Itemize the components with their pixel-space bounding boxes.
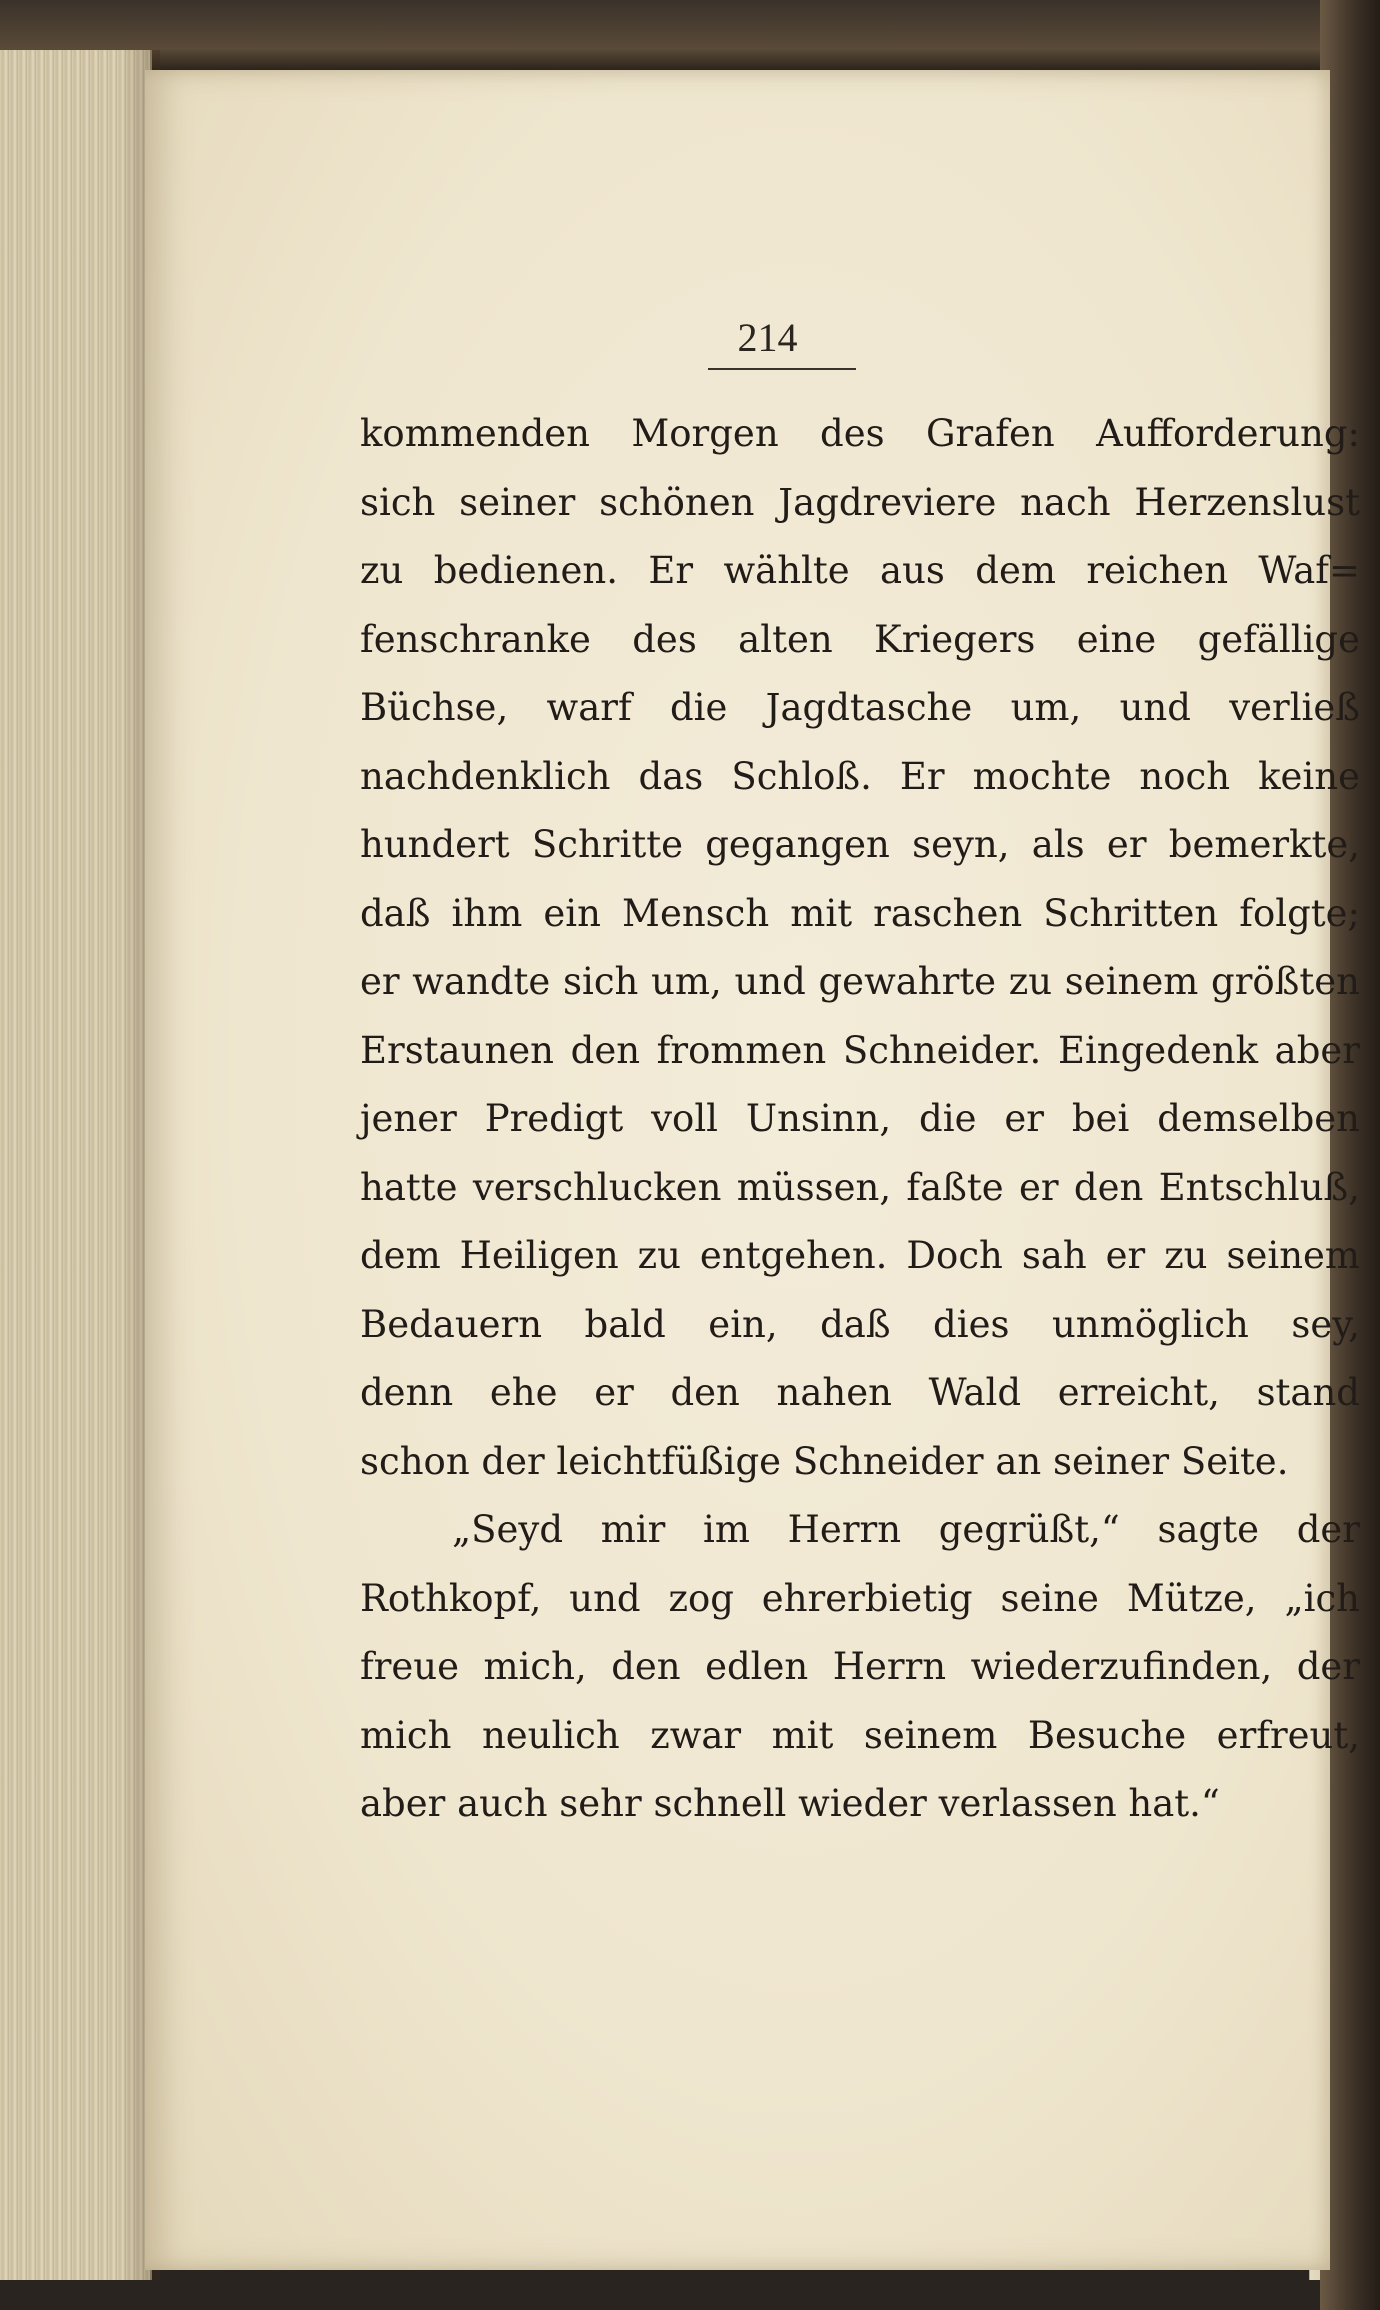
text-line: hatte verschlucken müssen, faßte er den Entschluß, [360, 1165, 1360, 1209]
text-line: aber auch sehr schnell wieder verlassen hat.“ [360, 1782, 1220, 1825]
text-line: Büchse, warf die Jagdtasche um, und verließ [360, 686, 1360, 729]
book-cover-top [0, 0, 1380, 70]
text-line: fenschranke des alten Kriegers eine gefällige [360, 617, 1360, 661]
text-line: kommenden Morgen des Grafen Aufforderung: [360, 412, 1360, 455]
book-page [145, 70, 1360, 2270]
text-line: Rothkopf, und zog ehrerbietig seine Mütze, „ich [360, 1576, 1360, 1620]
text-line: er wandte sich um, und gewahrte zu seinem größten [360, 960, 1360, 1003]
text-line: Erstaunen den frommen Schneider. Eingedenk aber [360, 1028, 1360, 1072]
text-line: jener Predigt voll Unsinn, die er bei demselben [360, 1097, 1360, 1140]
header-rule [708, 368, 856, 370]
text-line: sich seiner schönen Jagdreviere nach Herzenslust [360, 480, 1360, 524]
text-line: mich neulich zwar mit seinem Besuche erfreut, [360, 1713, 1360, 1757]
text-line: freue mich, den edlen Herrn wiederzufinden, der [360, 1645, 1360, 1688]
text-line: „Seyd mir im Herrn gegrüßt,“ sagte der [452, 1508, 1360, 1551]
text-line: Bedauern bald ein, daß dies unmöglich sey, [360, 1302, 1360, 1346]
text-line: zu bedienen. Er wählte aus dem reichen Waf= [360, 549, 1360, 592]
page-number: 214 [737, 315, 798, 360]
text-line: daß ihm ein Mensch mit raschen Schritten folgte; [360, 891, 1360, 935]
text-line: hundert Schritte gegangen seyn, als er bemerkte, [360, 823, 1360, 866]
text-line: dem Heiligen zu entgehen. Doch sah er zu seinem [360, 1234, 1360, 1277]
text-line: nachdenklich das Schloß. Er mochte noch keine [360, 754, 1360, 798]
text-line: schon der leichtfüßige Schneider an seiner Seite. [360, 1439, 1289, 1483]
text-line: denn ehe er den nahen Wald erreicht, stand [360, 1371, 1360, 1414]
body-text [360, 400, 1360, 1839]
